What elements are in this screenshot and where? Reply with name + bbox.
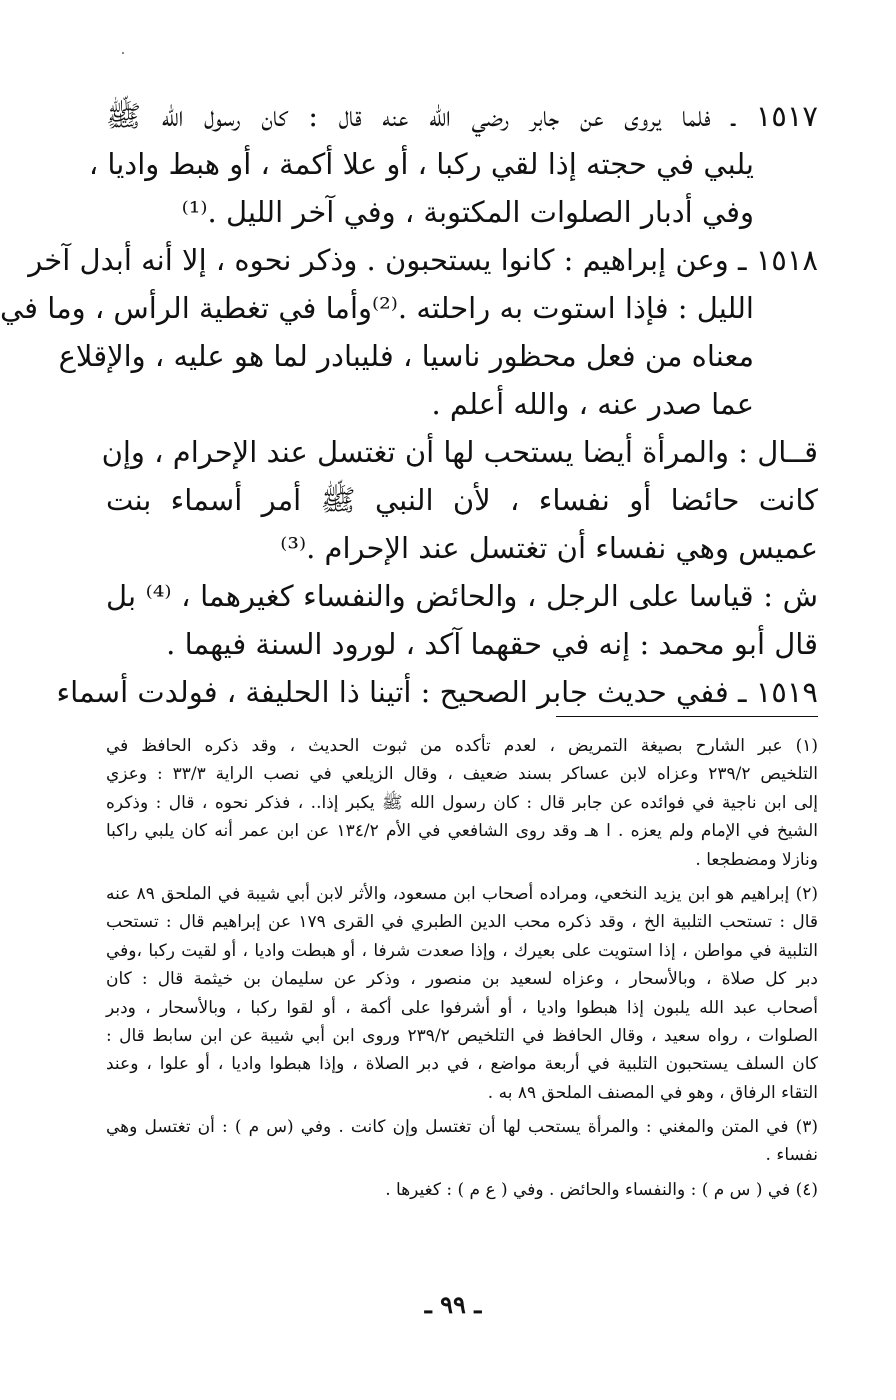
footnote-line: (٤) في ( س م ) : والنفساء والحائض . وفي ( ع م ) : كغيرها . (385, 1179, 818, 1200)
footnote-line: أصحاب عبد الله يلبون إذا هبطوا واديا ، أو أشرفوا على أكمة ، أو لقوا ركبا ، وبالأسحار ، ودبر (106, 997, 818, 1018)
page-number: ـ ٩٩ ـ (424, 1290, 482, 1319)
footnote-line: (٣) في المتن والمغني : والمرأة يستحب لها أن تغتسل وإن كانت . وفي (س م ) : أن تغتسل وهي (106, 1117, 818, 1138)
main-line: عميس وهي نفساء أن تغتسل عند الإحرام .⁽³⁾ (280, 531, 818, 565)
footnote-line: ونازلا ومضطجعا . (695, 849, 818, 870)
footnote-line: الصلوات ، رواه سعيد ، وقال الحافظ في التلخيص ٢٣٩/٢ وروى ابن أبي شيبة عن ابن سابط قال : (106, 1025, 818, 1046)
main-line: الليل : فإذا استوت به راحلته .⁽²⁾وأما في تغطية الرأس ، وما في (0, 291, 754, 325)
main-line: وفي أدبار الصلوات المكتوبة ، وفي آخر الليل .⁽¹⁾ (181, 195, 754, 229)
footnote-line: دبر كل صلاة ، وبالأسحار ، وعزاه لسعيد بن منصور ، وذكر عن سليمان بن خيثمة قال : كان (106, 969, 818, 990)
footnote-line: التلخيص ٢٣٩/٢ وعزاه لابن عساكر بسند ضعيف ، وقال الزيلعي في نصب الراية ٣٣/٣ : وعزي (106, 764, 818, 785)
main-line: كانت حائضا أو نفساء ، لأن النبي ﷺ أمر أسماء بنت (106, 483, 818, 517)
main-text-block (0, 92, 819, 716)
main-line: ١٥١٨ ـ وعن إبراهيم : كانوا يستحبون . وذكر نحوه ، إلا أنه أبدل آخر (28, 243, 818, 277)
footnotes-block (106, 732, 818, 1204)
main-line: قــال : والمرأة أيضا يستحب لها أن تغتسل عند الإحرام ، وإن (101, 435, 818, 469)
footnote-line: نفساء . (765, 1145, 818, 1166)
footnote-line: كان السلف يستحبون التلبية في أربعة مواضع ، في دبر الصلاة ، وإذا هبطوا واديا ، أو علوا ، وعند (106, 1054, 818, 1075)
footnote-line: قال : تستحب التلبية الخ ، وقد ذكره محب الدين الطبري في القرى ١٧٩ عن إبراهيم قال : تستحب (106, 912, 818, 933)
footnote-1 (106, 732, 818, 874)
footnote-2 (106, 880, 818, 1107)
main-line: ١٥١٩ ـ ففي حديث جابر الصحيح : أتينا ذا الحليفة ، فولدت أسماء (56, 675, 818, 709)
footnote-line: (١) عبر الشارح بصيغة التمريض ، لعدم تأكده من ثبوت الحديث ، وقد ذكره الحافظ في (106, 736, 818, 756)
footnote-line: التلبية في مواطن ، إذا استويت على بعيرك ، وإذا صعدت شرفا ، أو هبطت واديا ، أو لقيت ركبا ،وفي (106, 940, 818, 961)
footnote-line: التقاء الرفاق ، وهو في المصنف الملحق ٨٩ به . (487, 1082, 818, 1103)
main-line: يلبي في حجته إذا لقي ركبا ، أو علا أكمة ، أو هبط واديا ، (88, 147, 754, 181)
main-line: قال أبو محمد : إنه في حقهما آكد ، لورود السنة فيهما . (166, 627, 818, 661)
footnote-line: (٢) إبراهيم هو ابن يزيد النخعي، ومراده أصحاب ابن مسعود، والأثر لابن أبي شيبة في الملحق ٨٩ عنه (106, 883, 819, 904)
main-line: ش : قياسا على الرجل ، والحائض والنفساء كغيرهما ، ⁽⁴⁾ بل (106, 579, 819, 613)
footnote-4 (106, 1176, 818, 1204)
main-line: ١٥١٧ ـ فلما يروى عن جابر رضي الله عنه قال : كان رسول الله ﷺ (106, 99, 818, 133)
margin-dot (122, 52, 124, 54)
footnote-line: الشيخ في الإمام ولم يعزه . ا هـ وقد روى الشافعي في الأم ١٣٤/٢ عن ابن عمر أنه كان يلبي راكبا (106, 821, 818, 842)
footnote-3 (106, 1113, 818, 1170)
main-line: معناه من فعل محظور ناسيا ، فليبادر لما هو عليه ، والإقلاع (58, 339, 754, 373)
main-line: عما صدر عنه ، والله أعلم . (431, 387, 754, 421)
footnote-line: إلى ابن ناجية في فوائده عن جابر قال : كان رسول الله ﷺ يكبر إذا.. ، فذكر نحوه ، قال : وذكره (106, 792, 818, 813)
footnote-separator (556, 716, 818, 717)
